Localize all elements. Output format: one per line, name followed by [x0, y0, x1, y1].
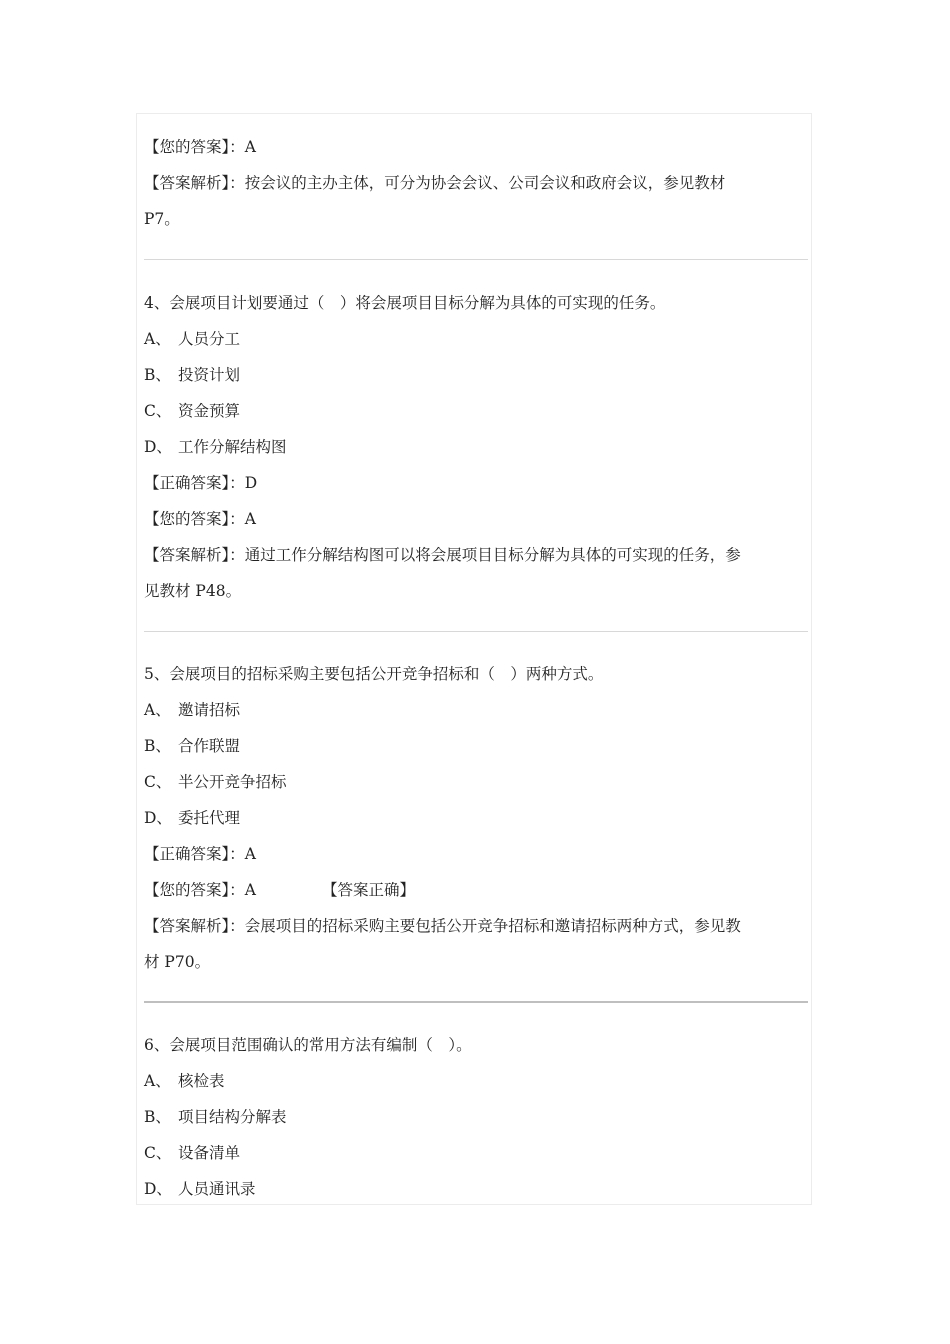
- separator: [144, 1001, 808, 1003]
- q6-question: 6、会展项目范围确认的常用方法有编制（ ）。: [144, 1036, 472, 1054]
- q4-analysis-line1: 【答案解析】：通过工作分解结构图可以将会展项目目标分解为具体的可实现的任务，参: [144, 546, 741, 564]
- q5-correct-answer: 【正确答案】：A: [144, 845, 256, 863]
- q4-option-b[interactable]: B、 投资计划: [144, 366, 241, 384]
- separator: [144, 631, 808, 632]
- q5-option-b[interactable]: B、 合作联盟: [144, 737, 241, 755]
- q6-option-b[interactable]: B、 项目结构分解表: [144, 1108, 287, 1126]
- q6-option-a[interactable]: A、 核检表: [144, 1072, 225, 1090]
- q4-correct-answer: 【正确答案】：D: [144, 474, 258, 492]
- q5-option-c[interactable]: C、 半公开竞争招标: [144, 773, 287, 791]
- q5-your-answer: 【您的答案】：A: [144, 881, 256, 899]
- q5-question: 5、会展项目的招标采购主要包括公开竞争招标和（ ）两种方式。: [144, 665, 604, 683]
- q4-question: 4、会展项目计划要通过（ ）将会展项目目标分解为具体的可实现的任务。: [144, 294, 666, 312]
- q4-option-d[interactable]: D、 工作分解结构图: [144, 438, 287, 456]
- q3-your-answer: 【您的答案】：A: [144, 138, 256, 156]
- q5-option-a[interactable]: A、 邀请招标: [144, 701, 241, 719]
- q5-analysis-line2: 材 P70。: [144, 953, 211, 971]
- q5-result-tag: 【答案正确】: [322, 881, 416, 899]
- q4-option-c[interactable]: C、 资金预算: [144, 402, 241, 420]
- q6-option-c[interactable]: C、 设备清单: [144, 1144, 241, 1162]
- q3-analysis-line2: P7。: [144, 210, 180, 228]
- q4-analysis-line2: 见教材 P48。: [144, 582, 242, 600]
- q5-option-d[interactable]: D、 委托代理: [144, 809, 241, 827]
- q6-option-d[interactable]: D、 人员通讯录: [144, 1180, 256, 1198]
- q3-analysis-line1: 【答案解析】：按会议的主办主体，可分为协会会议、公司会议和政府会议，参见教材: [144, 174, 726, 192]
- separator: [144, 259, 808, 260]
- q4-your-answer: 【您的答案】：A: [144, 510, 256, 528]
- q4-option-a[interactable]: A、 人员分工: [144, 330, 241, 348]
- q5-analysis-line1: 【答案解析】：会展项目的招标采购主要包括公开竞争招标和邀请招标两种方式，参见教: [144, 917, 741, 935]
